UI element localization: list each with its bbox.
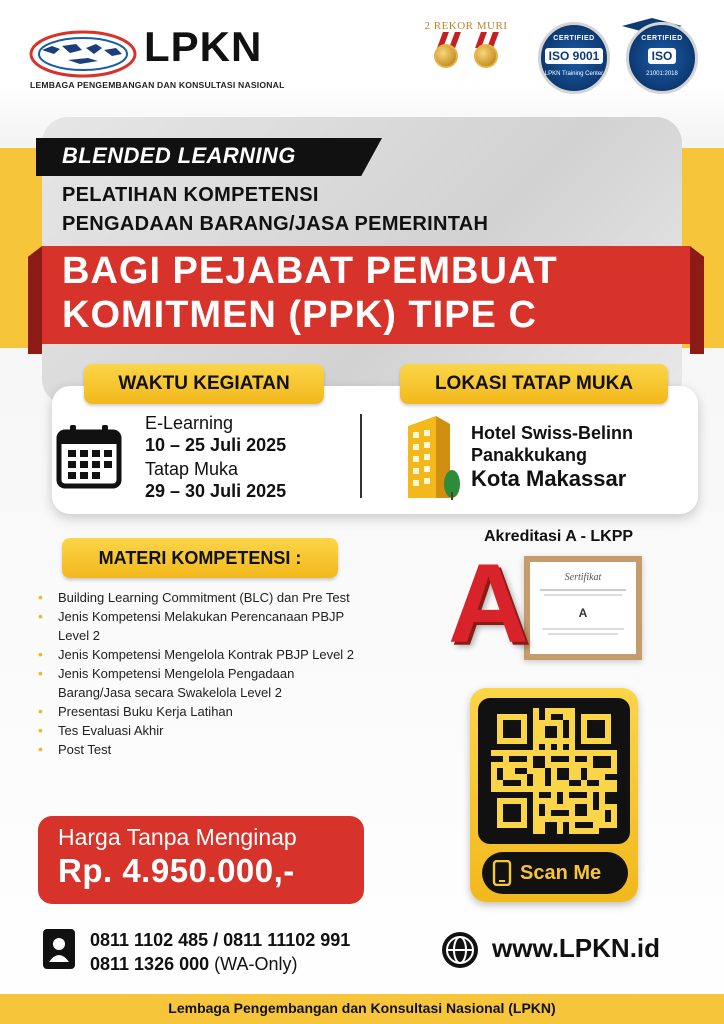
accreditation-grade-letter: A — [448, 541, 529, 666]
medal-icon — [434, 44, 458, 68]
elearning-label: E-Learning — [145, 413, 234, 433]
list-item: • Tes Evaluasi Akhir — [38, 721, 358, 740]
indonesia-map-logo-icon — [28, 28, 138, 80]
certificate-title: Sertifikat — [564, 572, 602, 583]
contact-phone-icon — [42, 928, 76, 970]
certificate-grade: A — [578, 606, 588, 620]
badge-title: ISO 9001 — [545, 48, 604, 64]
lokasi-tatap-muka-pill: LOKASI TATAP MUKA — [400, 364, 668, 404]
medal-icon — [474, 44, 498, 68]
qr-code-icon[interactable] — [490, 708, 618, 834]
website-link[interactable]: www.LPKN.id — [492, 933, 661, 963]
waktu-kegiatan-pill: WAKTU KEGIATAN — [84, 364, 324, 404]
logo-tagline: LEMBAGA PENGEMBANGAN DAN KONSULTASI NASIONAL — [30, 80, 285, 90]
list-item: • Jenis Kompetensi Mengelola Kontrak PBJP Level 2 — [38, 645, 358, 664]
accreditation-certificate — [524, 556, 642, 660]
scan-me-label[interactable]: Scan Me — [520, 862, 602, 884]
tatap-muka-label: Tatap Muka — [145, 459, 239, 479]
training-title-line1: PELATIHAN KOMPETENSI — [62, 184, 319, 206]
logo-text: LPKN — [144, 23, 263, 70]
hotel-name-line2: Panakkukang — [471, 445, 588, 465]
list-item: • Jenis Kompetensi Mengelola Pengadaan Barang/Jasa secara Swakelola Level 2 — [38, 664, 358, 702]
badge-bottom-text: LPKN Training Center — [544, 71, 604, 77]
smartphone-icon — [492, 860, 512, 886]
badge-title: ISO — [648, 48, 677, 64]
tatap-muka-date: 29 – 30 Juli 2025 — [145, 481, 287, 501]
banner-fold-left — [28, 246, 42, 354]
footer-text: Lembaga Pengembangan dan Konsultasi Nasional (LPKN) — [168, 1000, 556, 1016]
list-item: • Jenis Kompetensi Melakukan Perencanaan PBJP Level 2 — [38, 607, 358, 645]
iso-21001-badge — [626, 22, 698, 94]
list-item: • Post Test — [38, 740, 358, 759]
headline-line1: BAGI PEJABAT PEMBUAT — [62, 250, 558, 292]
rekor-muri-badge — [414, 20, 518, 92]
badge-bottom-text: 21001:2018 — [646, 71, 678, 77]
blended-learning-tag: BLENDED LEARNING — [62, 143, 296, 168]
iso-9001-badge — [538, 22, 610, 94]
phone-numbers-line1[interactable]: 0811 1102 485 / 0811 11102 991 — [90, 930, 351, 950]
globe-icon — [440, 930, 480, 970]
hotel-name-line1: Hotel Swiss-Belinn — [471, 423, 634, 443]
schedule-divider — [360, 414, 362, 498]
phone-numbers-line2[interactable] — [90, 954, 297, 975]
materi-list — [38, 588, 358, 759]
price-label: Harga Tanpa Menginap — [58, 824, 297, 850]
badge-top-text: CERTIFIED — [553, 35, 595, 42]
akreditasi-label: Akreditasi A - LKPP — [484, 528, 634, 545]
hotel-building-icon — [402, 414, 462, 500]
list-item: • Presentasi Buku Kerja Latihan — [38, 702, 358, 721]
training-title-line2: PENGADAAN BARANG/JASA PEMERINTAH — [62, 213, 489, 235]
whatsapp-number[interactable]: 0811 1326 000 — [90, 954, 210, 974]
materi-kompetensi-pill: MATERI KOMPETENSI : — [62, 538, 338, 578]
list-item: • Building Learning Commitment (BLC) dan Pre Test — [38, 588, 358, 607]
city-name: Kota Makassar — [471, 466, 627, 491]
badge-top-text: CERTIFIED — [641, 35, 683, 42]
rekor-muri-label: 2 REKOR MURI — [424, 20, 508, 32]
headline-line2: KOMITMEN (PPK) TIPE C — [62, 294, 537, 336]
calendar-icon — [56, 424, 122, 490]
elearning-date: 10 – 25 Juli 2025 — [145, 435, 287, 455]
price-value: Rp. 4.950.000,- — [58, 852, 295, 889]
whatsapp-note: (WA-Only) — [209, 954, 298, 974]
banner-fold-right — [690, 246, 704, 354]
